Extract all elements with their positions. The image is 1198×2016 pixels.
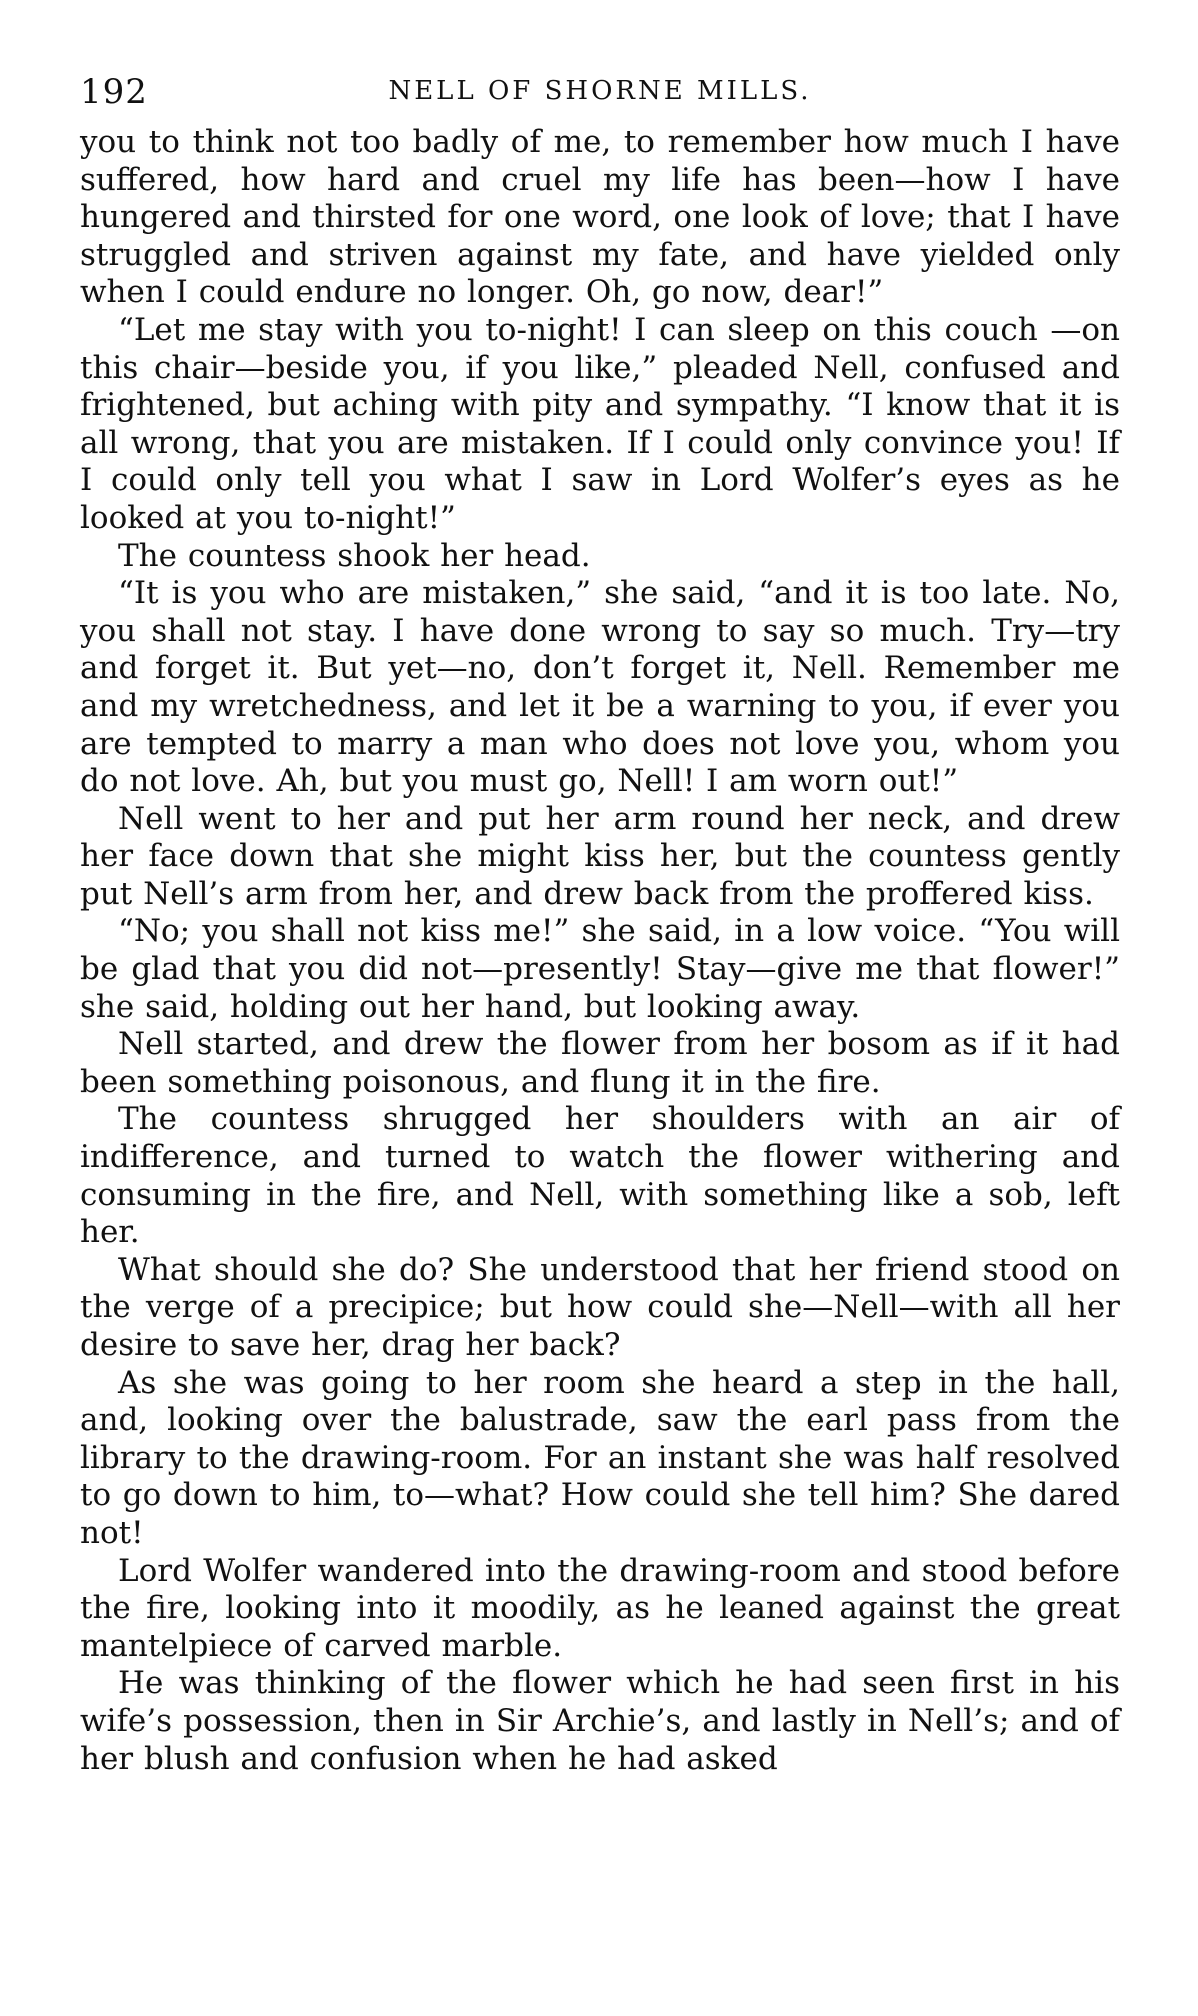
- body-text: [80, 124, 1120, 1778]
- paragraph: “Let me stay with you to-night! I can sleep on this couch —on this chair—beside you, if you like,” pleaded Nell, confused and frightened, but aching with pity and sympathy. “I know that it is all wrong, that you are mistaken. If I could only convince you! If I could only tell you what I saw in Lord Wolfer’s eyes as he looked at you to-night!”: [80, 311, 1120, 536]
- paragraph: Nell started, and drew the flower from her bosom as if it had been something poisonous, and flung it in the fire.: [80, 1026, 1120, 1100]
- page-header: [80, 68, 1120, 116]
- paragraph: He was thinking of the flower which he had seen first in his wife’s possession, then in Sir Archie’s, and lastly in Nell’s; and of her blush and confusion when he had asked: [80, 1665, 1120, 1777]
- paragraph: Nell went to her and put her arm round her neck, and drew her face down that she might kiss her, but the countess gently put Nell’s arm from her, and drew back from the proffered kiss.: [80, 800, 1120, 912]
- paragraph: The countess shook her head.: [118, 537, 591, 574]
- paragraph: Lord Wolfer wandered into the drawing-room and stood before the fire, looking into it moodily, as he leaned against the great mantelpiece of carved marble.: [80, 1552, 1120, 1664]
- page-number: 192: [80, 72, 148, 112]
- running-head: NELL OF SHORNE MILLS.: [388, 76, 812, 106]
- paragraph: The countess shrugged her shoulders with an air of indifference, and turned to watch the flower withering and consuming in the fire, and Nell, with something like a sob, left her.: [80, 1101, 1120, 1251]
- book-page: [80, 68, 1120, 1778]
- paragraph: you to think not too badly of me, to remember how much I have suffered, how hard and cruel my life has been—how I have hungered and thirsted for one word, one look of love; that I have struggled and striven against my fate, and have yielded only when I could endure no longer. Oh, go now, dear!”: [80, 124, 1120, 311]
- paragraph: As she was going to her room she heard a step in the hall, and, looking over the balustrade, saw the earl pass from the library to the drawing-room. For an instant she was half resolved to go down to him, to—what? How could she tell him? She dared not!: [80, 1364, 1120, 1551]
- paragraph: “It is you who are mistaken,” she said, “and it is too late. No, you shall not stay. I have done wrong to say so much. Try—try and forget it. But yet—no, don’t forget it, Nell. Remember me and my wretchedness, and let it be a warning to you, if ever you are tempted to marry a man who does not love you, whom you do not love. Ah, but you must go, Nell! I am worn out!”: [80, 575, 1120, 800]
- paragraph: “No; you shall not kiss me!” she said, in a low voice. “You will be glad that you did not—presently! Stay—give me that flower!” she said, holding out her hand, but looking away.: [80, 913, 1120, 1025]
- paragraph: What should she do? She understood that her friend stood on the verge of a precipice; but how could she—Nell—with all her desire to save her, drag her back?: [80, 1251, 1120, 1363]
